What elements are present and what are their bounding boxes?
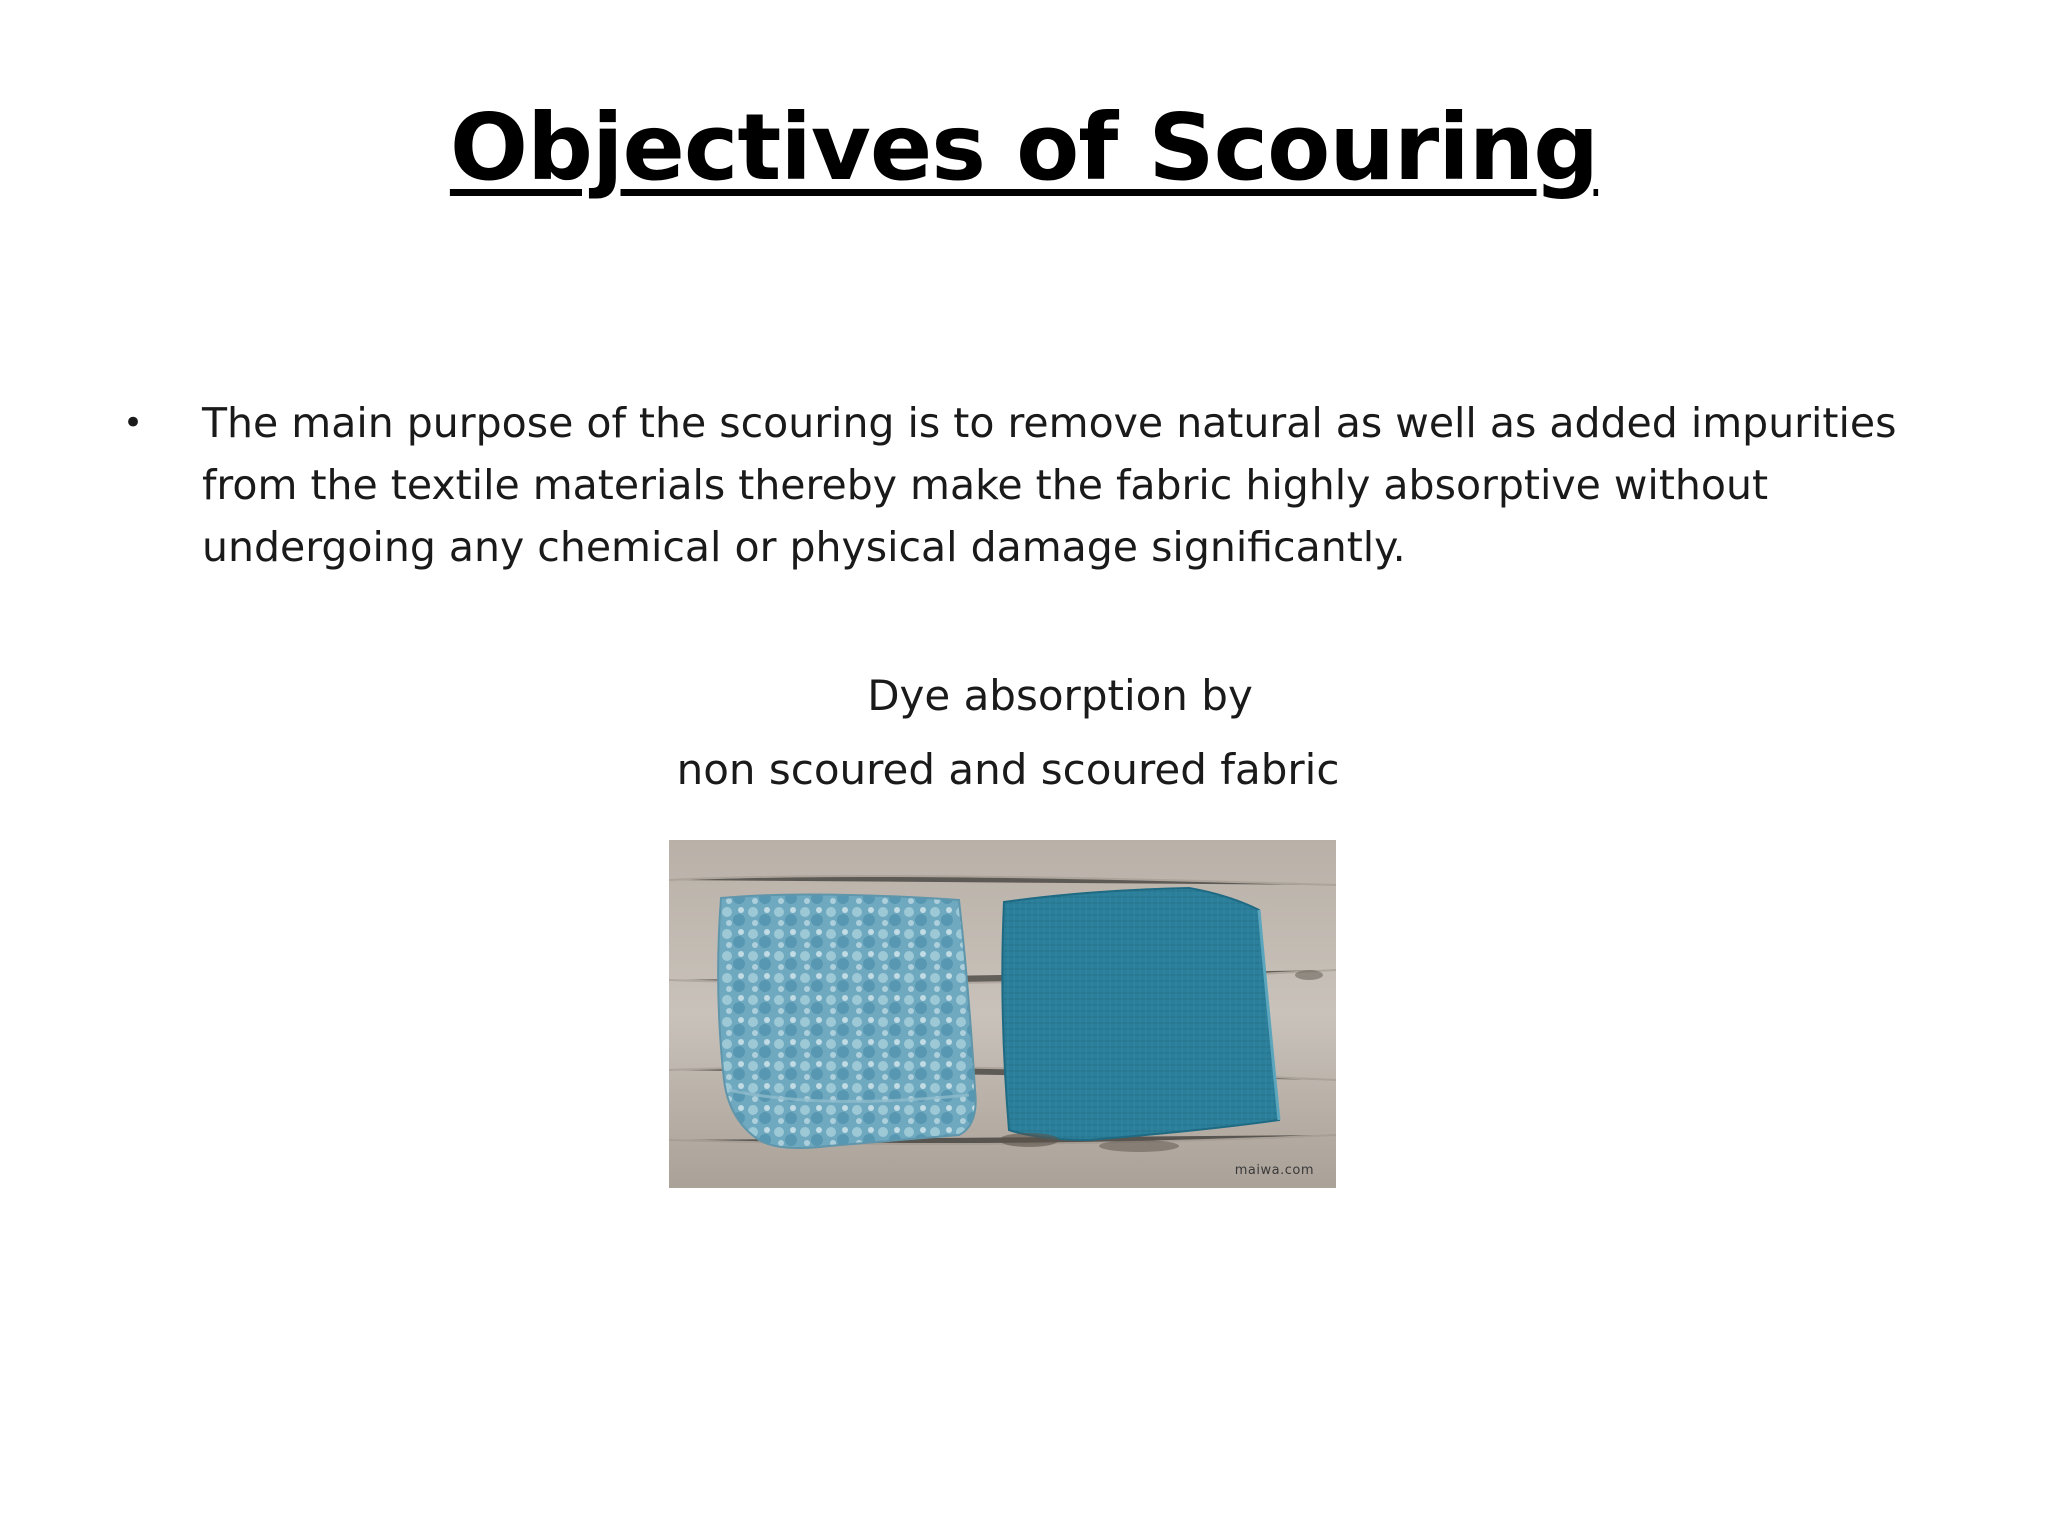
fabric-comparison-photo [669, 840, 1336, 1188]
fabric-photo-illustration [669, 840, 1336, 1188]
bullet-list [118, 392, 1948, 578]
image-watermark: maiwa.com [1234, 1163, 1314, 1178]
bullet-dot-icon: • [123, 403, 144, 443]
slide-title: Objectives of Scouring [449, 94, 1599, 201]
image-caption-line-1: Dye absorption by [867, 671, 1253, 720]
bullet-item [118, 392, 1948, 578]
bullet-text: The main purpose of the scouring is to remove natural as well as added impurities from the textile materials thereby make the fabric highly absorptive without undergoing any chemical or physical damage significantly. [202, 399, 1897, 571]
image-caption-line-2: non scoured and scoured fabric [676, 745, 1340, 794]
